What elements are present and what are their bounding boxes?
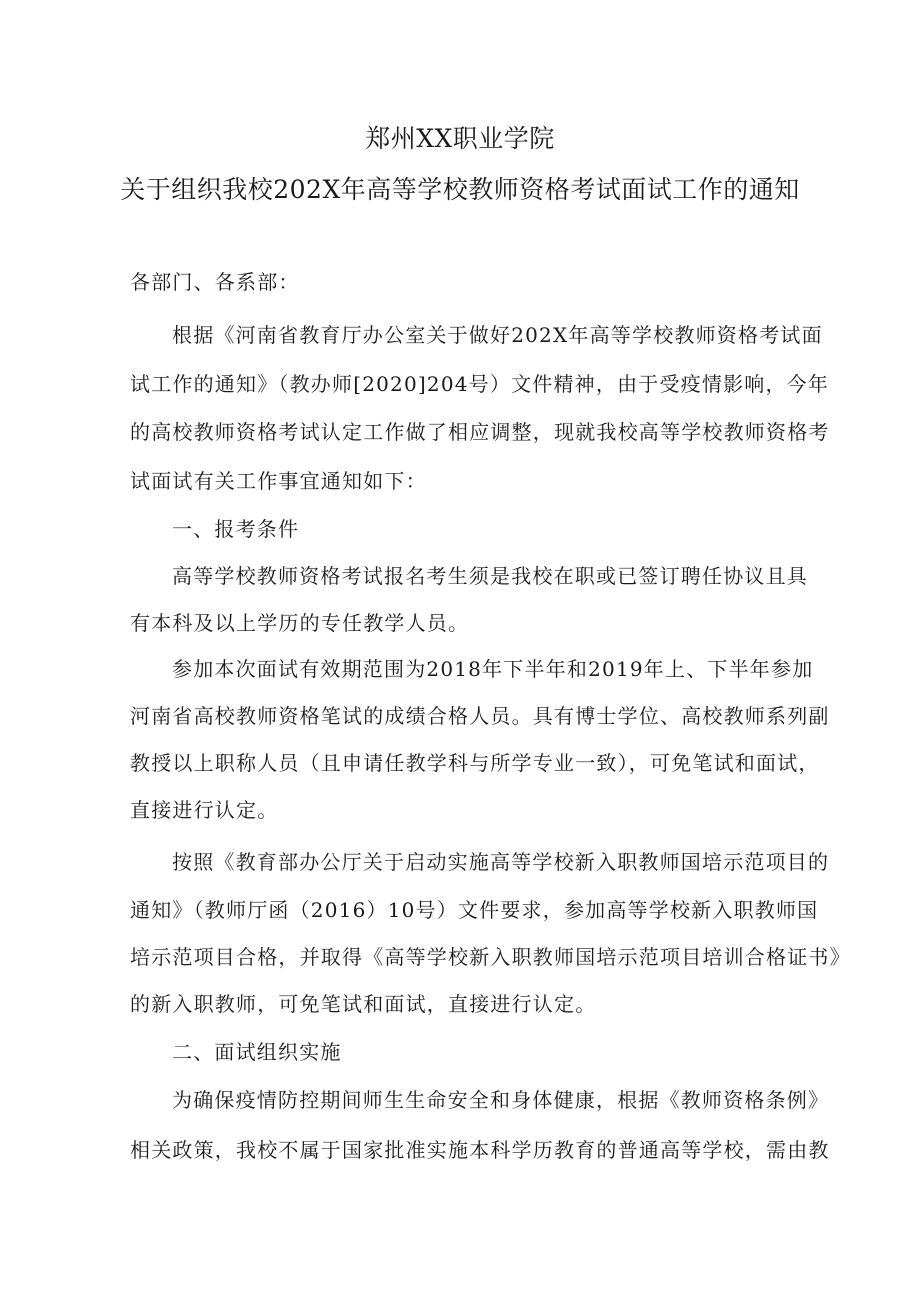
paragraph-line: 按照《教育部办公厅关于启动实施高等学校新入职教师国培示范项目的: [172, 850, 830, 874]
salutation: 各部门、各系部：: [130, 270, 300, 294]
paragraph-line: 河南省高校教师资格笔试的成绩合格人员。具有博士学位、高校教师系列副: [130, 704, 830, 728]
paragraph-line: 高等学校教师资格考试报名考生须是我校在职或已签订聘任协议且具: [172, 564, 808, 588]
paragraph-line: 根据《河南省教育厅办公室关于做好202X年高等学校教师资格考试面: [172, 323, 823, 347]
section-heading: 二、面试组织实施: [172, 1040, 342, 1064]
paragraph-line: 试面试有关工作事宜通知如下：: [130, 469, 427, 493]
paragraph-line: 的高校教师资格考试认定工作做了相应调整，现就我校高等学校教师资格考: [130, 420, 830, 444]
paragraph-line: 相关政策，我校不属于国家批准实施本科学历教育的普通高等学校，需由教: [130, 1138, 830, 1162]
paragraph-line: 为确保疫情防控期间师生生命安全和身体健康，根据《教师资格条例》: [172, 1088, 830, 1112]
paragraph-line: 有本科及以上学历的专任教学人员。: [130, 611, 470, 635]
paragraph-line: 通知》（教师厅函（2016）10号）文件要求，参加高等学校新入职教师国: [130, 898, 819, 922]
paragraph-line: 直接进行认定。: [130, 798, 279, 822]
document-title-institution: 郑州XX职业学院: [365, 124, 555, 153]
document-title-subject: 关于组织我校202X年高等学校教师资格考试面试工作的通知: [120, 175, 800, 204]
paragraph-line: 的新入职教师，可免笔试和面试，直接进行认定。: [130, 992, 597, 1016]
paragraph-line: 试工作的通知》（教办师[2020]204号）文件精神，由于受疫情影响，今年: [130, 372, 830, 396]
section-heading: 一、报考条件: [172, 517, 300, 541]
paragraph-line: 参加本次面试有效期范围为2018年下半年和2019年上、下半年参加: [172, 657, 814, 681]
paragraph-line: 教授以上职称人员（且申请任教学科与所学专业一致），可免笔试和面试，: [130, 751, 820, 775]
paragraph-line: 培示范项目合格，并取得《高等学校新入职教师国培示范项目培训合格证书》: [130, 945, 851, 969]
